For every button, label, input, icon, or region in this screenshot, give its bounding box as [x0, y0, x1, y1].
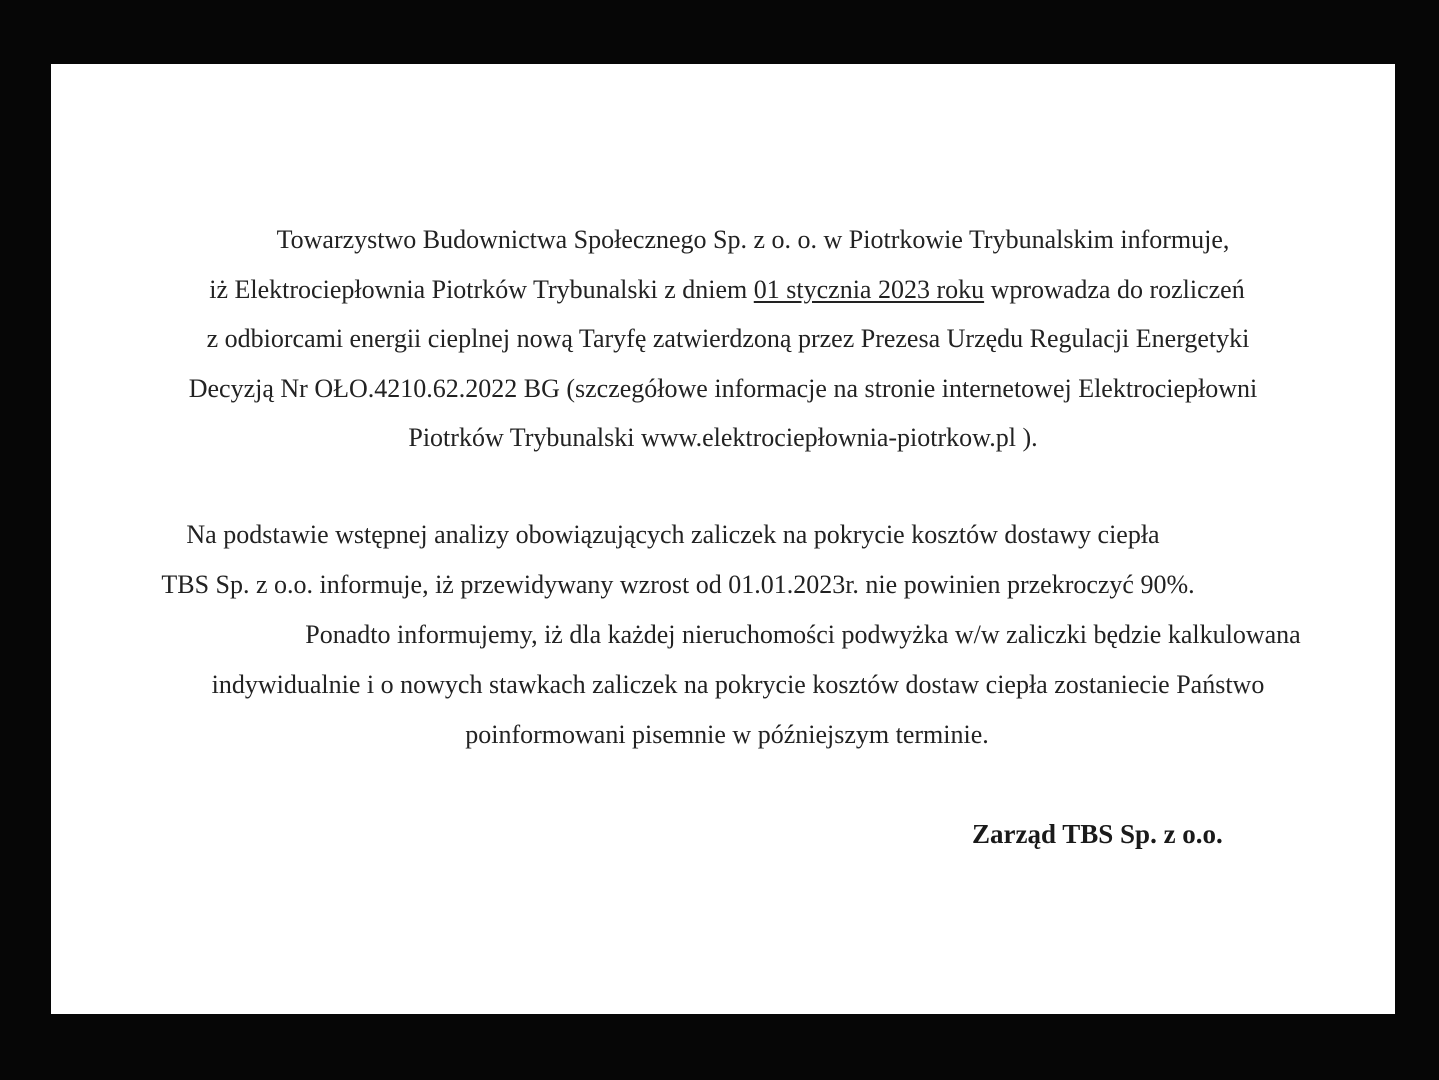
- p2-line4: indywidualnie i o nowych stawkach zaliczek na pokrycie kosztów dostaw ciepła zostaniecie Państwo: [211, 670, 1265, 699]
- p2-line3: Ponadto informujemy, iż dla każdej nieruchomości podwyżka w/w zaliczki będzie kalkulowana: [305, 620, 1301, 649]
- p2-line5: poinformowani pisemnie w późniejszym terminie.: [465, 720, 989, 749]
- p1-line1: Towarzystwo Budownictwa Społecznego Sp. z o. o. w Piotrkowie Trybunalskim informuje,: [276, 225, 1230, 254]
- document-page: [51, 64, 1395, 1014]
- p1-line2: [51, 275, 1395, 305]
- p1-line3: z odbiorcami energii cieplnej nową Taryfę zatwierdzoną przez Prezesa Urzędu Regulacji Energetyki: [206, 324, 1250, 353]
- p1-line4: Decyzją Nr OŁO.4210.62.2022 BG (szczegółowe informacje na stronie internetowej Elektrociepłowni: [188, 374, 1258, 403]
- p1-line5: Piotrków Trybunalski www.elektrociepłownia-piotrkow.pl ).: [408, 423, 1038, 452]
- p2-line1: Na podstawie wstępnej analizy obowiązujących zaliczek na pokrycie kosztów dostawy ciepła: [186, 520, 1160, 549]
- effective-date: 01 stycznia 2023 roku: [753, 275, 985, 304]
- signature-board: Zarząd TBS Sp. z o.o.: [972, 819, 1223, 849]
- p1-line2-post: wprowadza do rozliczeń: [984, 275, 1245, 304]
- p1-line2-pre: iż Elektrociepłownia Piotrków Trybunalski z dniem: [209, 275, 754, 304]
- p2-line2: TBS Sp. z o.o. informuje, iż przewidywany wzrost od 01.01.2023r. nie powinien przekroczyć 90%.: [161, 570, 1195, 599]
